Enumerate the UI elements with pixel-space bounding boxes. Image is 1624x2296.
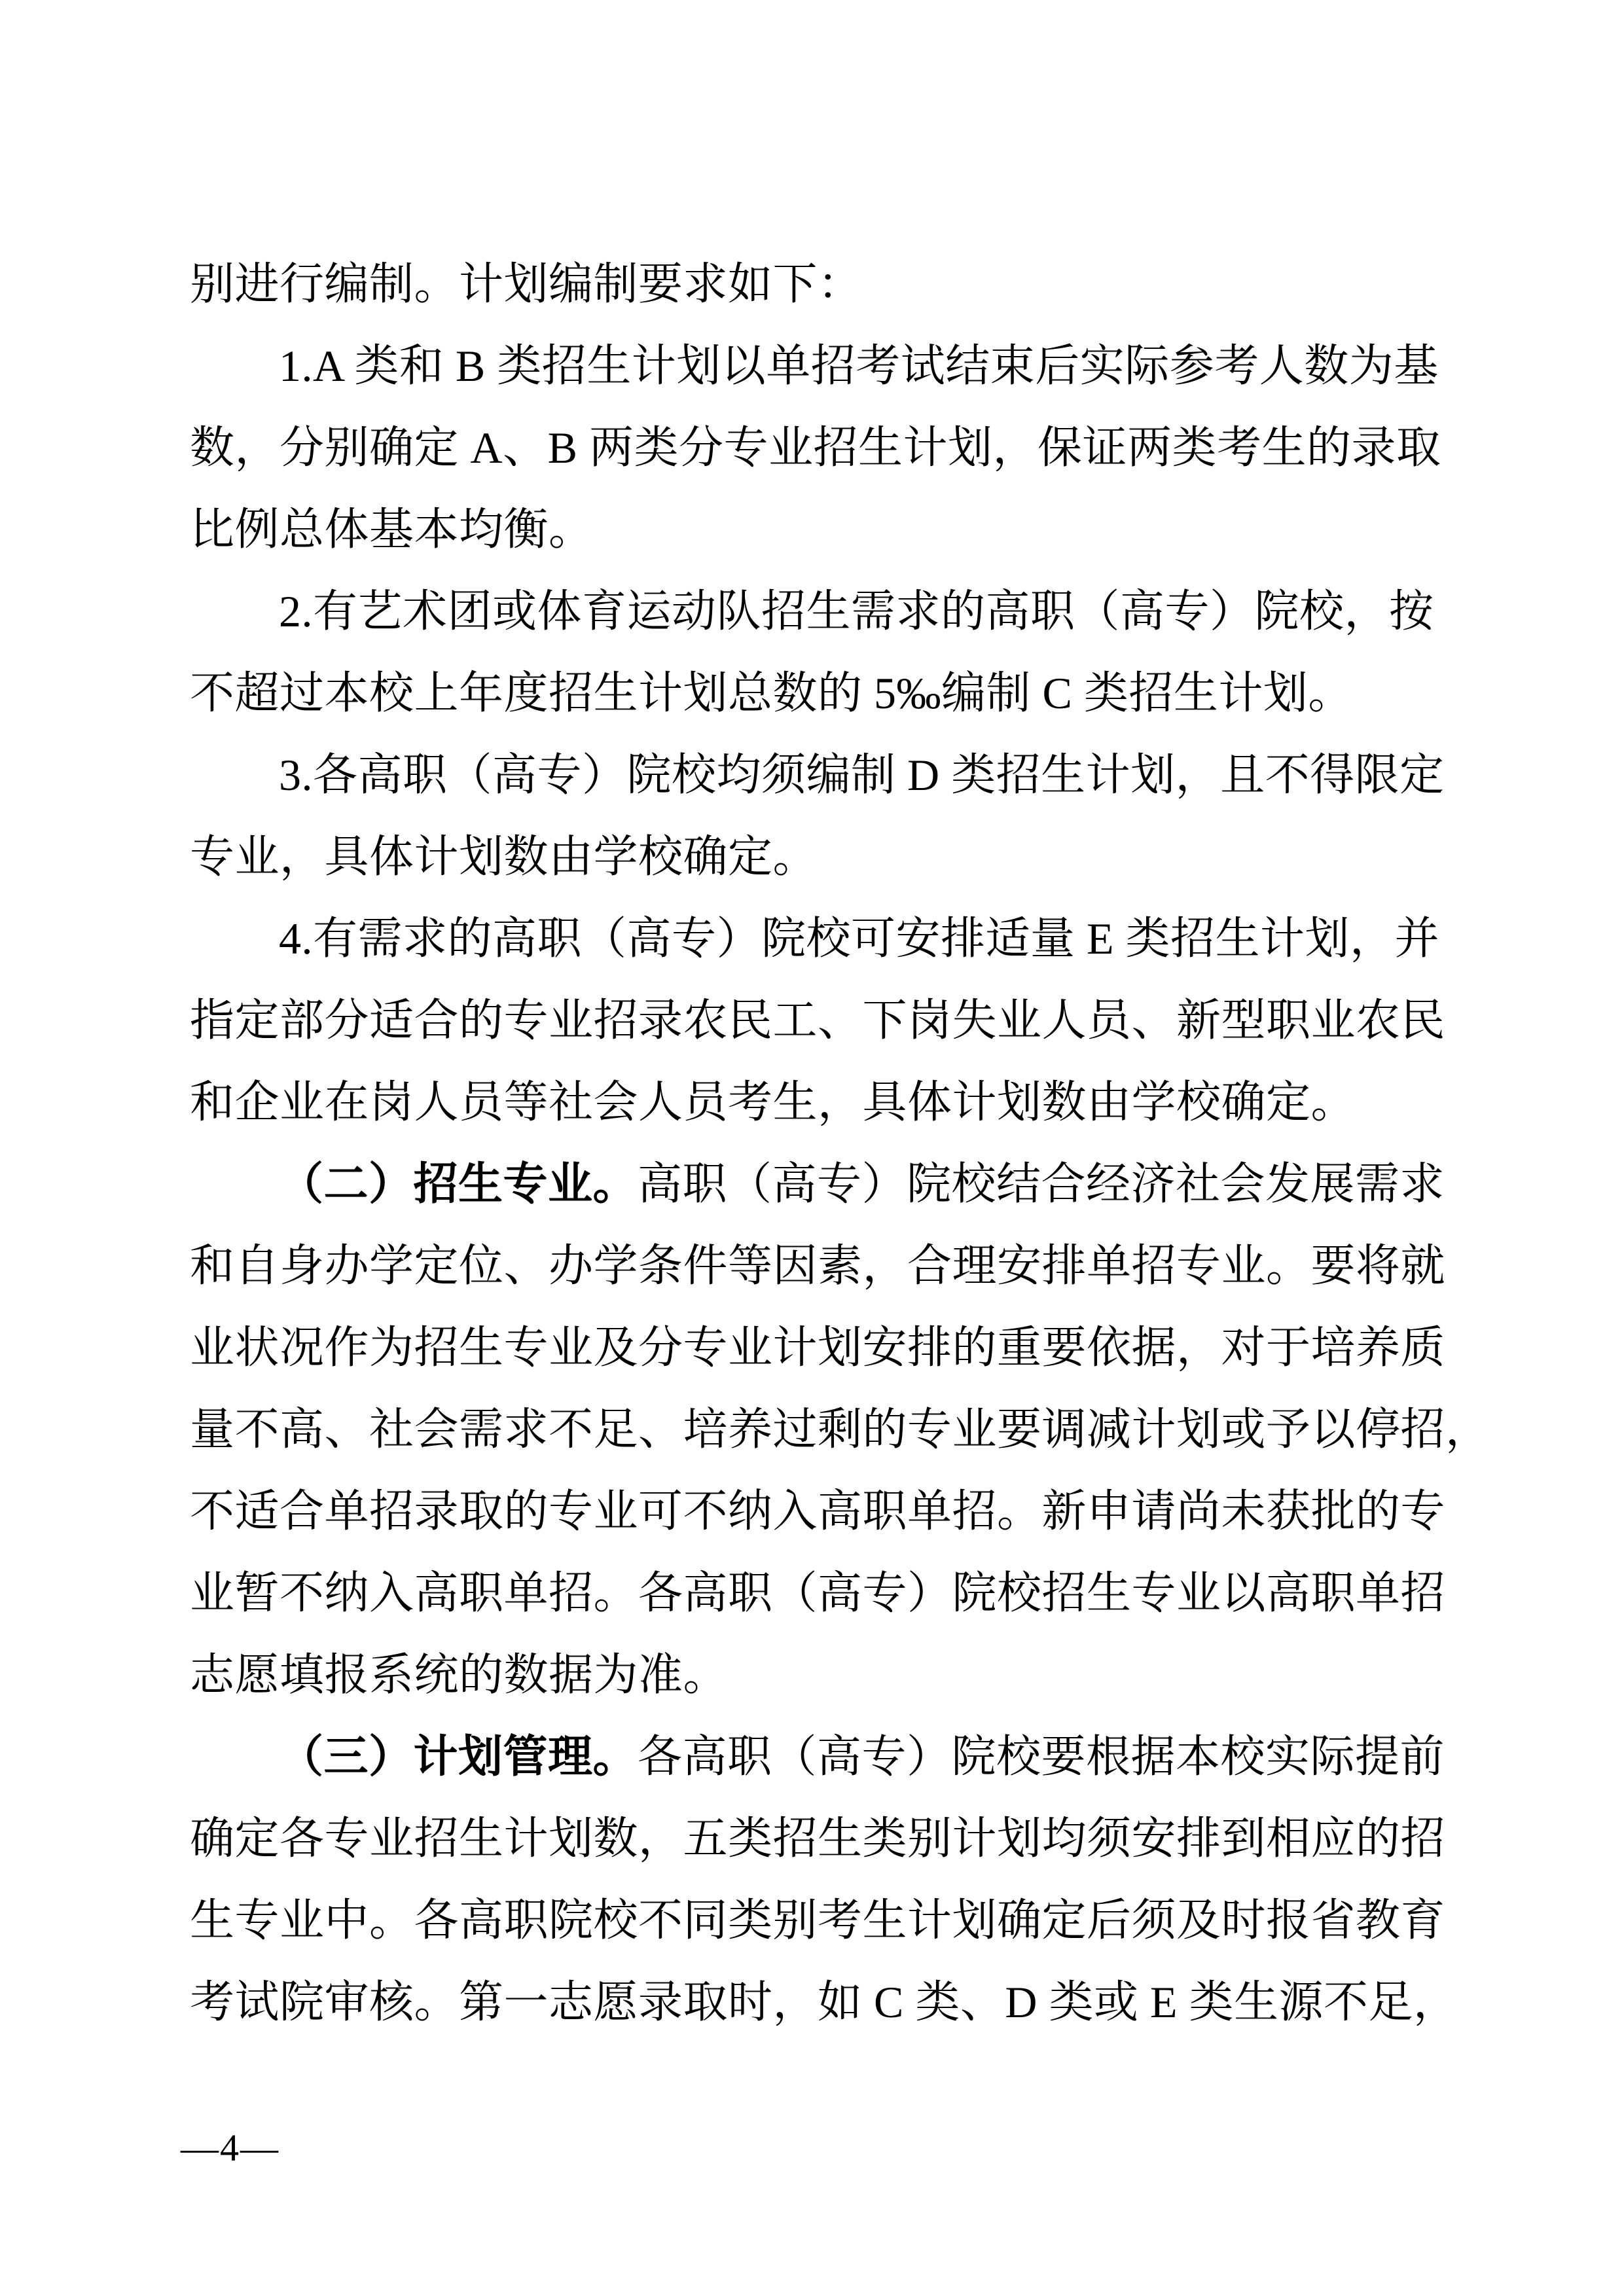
line-text: 和自身办学定位、办学条件等因素，合理安排单招专业。要将就 — [190, 1241, 1446, 1291]
line-text: 数，分别确定 A、B 两类分专业招生计划，保证两类考生的录取 — [190, 423, 1441, 473]
text-line — [190, 1062, 1437, 1143]
text-line — [190, 407, 1441, 489]
paragraph-heading: （二）招生专业。 — [279, 1159, 638, 1209]
text-line — [190, 1880, 1446, 1962]
text-line — [190, 816, 1437, 898]
text-line — [190, 898, 1440, 980]
line-text: 4.有需求的高职（高专）院校可安排适量 E 类招生计划，并 — [279, 914, 1440, 963]
text-line — [190, 1798, 1446, 1880]
text-line — [190, 1225, 1446, 1307]
line-text: 志愿填报系统的数据为准。 — [190, 1650, 729, 1700]
text-line — [190, 1389, 1490, 1471]
footer-page-number: —4— — [181, 2126, 280, 2169]
text-line — [190, 243, 1437, 325]
line-text: 考试院审核。第一志愿录取时，如 C 类、D 类或 E 类生源不足， — [190, 1977, 1458, 2027]
line-text: 专业，具体计划数由学校确定。 — [190, 832, 818, 882]
line-text: 2.有艺术团或体育运动队招生需求的高职（高专）院校，按 — [279, 586, 1434, 636]
text-line — [190, 489, 1437, 571]
text-line — [190, 1962, 1458, 2043]
text-line — [190, 734, 1445, 816]
text-line — [190, 1634, 1437, 1716]
text-line — [190, 653, 1437, 734]
line-text: 不适合单招录取的专业可不纳入高职单招。新申请尚未获批的专 — [190, 1486, 1446, 1536]
text-line — [190, 1552, 1446, 1634]
line-text: 不超过本校上年度招生计划总数的 5‰编制 C 类招生计划。 — [190, 668, 1353, 718]
text-line — [190, 571, 1437, 653]
line-text: 比例总体基本均衡。 — [190, 505, 594, 554]
text-line — [190, 980, 1446, 1062]
line-text: 别进行编制。计划编制要求如下： — [190, 259, 863, 309]
line-text: 业暂不纳入高职单招。各高职（高专）院校招生专业以高职单招 — [190, 1568, 1446, 1618]
line-text: 确定各专业招生计划数，五类招生类别计划均须安排到相应的招 — [190, 1814, 1446, 1863]
line-text: 生专业中。各高职院校不同类别考生计划确定后须及时报省教育 — [190, 1895, 1446, 1945]
text-line — [190, 1716, 1445, 1798]
line-text: 和企业在岗人员等社会人员考生，具体计划数由学校确定。 — [190, 1077, 1356, 1127]
line-text: 3.各高职（高专）院校均须编制 D 类招生计划，且不得限定 — [279, 750, 1445, 800]
line-text: 量不高、社会需求不足、培养过剩的专业要调减计划或予以停招， — [190, 1405, 1490, 1454]
text-line — [190, 325, 1437, 407]
paragraph-heading: （三）计划管理。 — [279, 1732, 638, 1782]
line-text: 1.A 类和 B 类招生计划以单招考试结束后实际参考人数为基 — [279, 341, 1439, 391]
line-text: 业状况作为招生专业及分专业计划安排的重要依据，对于培养质 — [190, 1323, 1446, 1372]
text-line — [190, 1143, 1445, 1225]
text-line — [190, 1307, 1446, 1389]
line-text: 各高职（高专）院校要根据本校实际提前 — [638, 1732, 1445, 1782]
line-text: 指定部分适合的专业招录农民工、下岗失业人员、新型职业农民 — [190, 996, 1446, 1045]
text-line — [190, 1471, 1446, 1552]
line-text: 高职（高专）院校结合经济社会发展需求 — [638, 1159, 1445, 1209]
document-body — [190, 243, 1490, 2043]
